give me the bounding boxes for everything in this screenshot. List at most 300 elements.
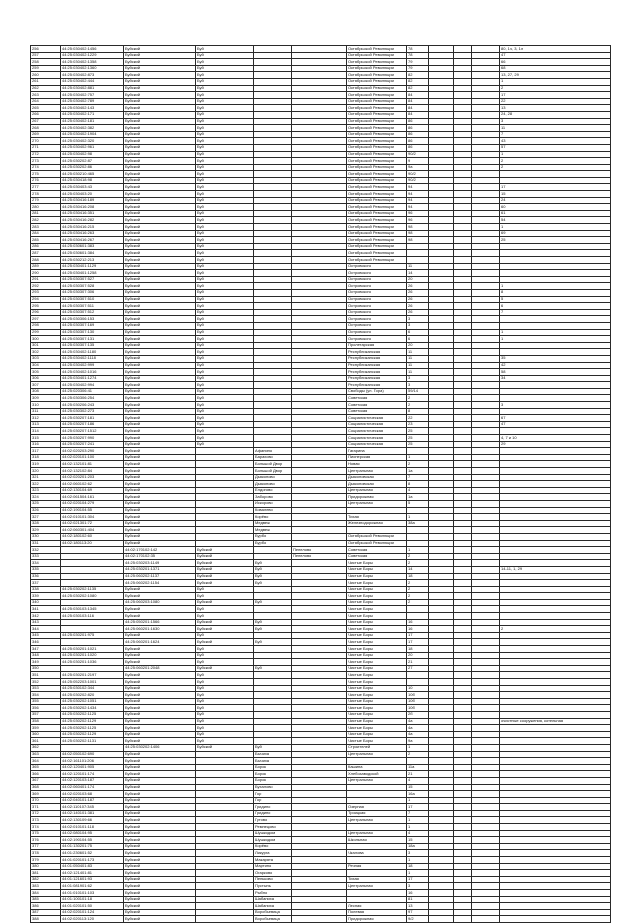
table-cell: 300 <box>31 336 61 343</box>
table-cell: 44:02:040101:187 <box>61 797 124 804</box>
table-cell: Чистые Боры <box>347 738 407 745</box>
table-cell <box>254 98 292 105</box>
table-row <box>31 744 611 751</box>
table-cell: 307 <box>31 382 61 389</box>
table-cell: Буйский <box>124 375 196 382</box>
table-cell: 256 <box>31 46 61 53</box>
table-cell: Чистые Боры <box>347 619 407 626</box>
table-cell <box>472 224 500 231</box>
table-cell <box>429 599 454 606</box>
table-cell: 44:25:030402:181 <box>61 118 124 125</box>
table-cell <box>472 685 500 692</box>
table-cell <box>454 184 472 191</box>
table-cell: Буйский <box>124 527 196 534</box>
table-cell <box>196 830 254 837</box>
table-row <box>31 263 611 270</box>
table-cell <box>61 599 124 606</box>
table-cell <box>292 731 347 738</box>
table-cell <box>292 784 347 791</box>
table-cell <box>429 665 454 672</box>
table-cell: 292 <box>31 283 61 290</box>
table-cell <box>254 415 292 422</box>
table-cell <box>254 606 292 613</box>
table-cell <box>254 230 292 237</box>
table-cell <box>347 890 407 897</box>
table-cell <box>292 408 347 415</box>
table-cell <box>454 520 472 527</box>
table-cell <box>454 744 472 751</box>
table-cell <box>454 276 472 283</box>
table-cell: 44:25:030307:527 <box>61 276 124 283</box>
table-cell <box>429 520 454 527</box>
table-cell: Буйский <box>124 685 196 692</box>
table-cell: 44:25:030402:994 <box>61 382 124 389</box>
table-cell <box>292 448 347 455</box>
table-cell: 25 <box>407 435 429 442</box>
table-cell: Октябрьской Революции <box>347 46 407 53</box>
table-cell <box>500 711 611 718</box>
table-cell <box>196 751 254 758</box>
table-cell <box>254 685 292 692</box>
table-cell <box>454 369 472 376</box>
table-row <box>31 408 611 415</box>
table-cell <box>472 336 500 343</box>
table-cell: 69 <box>500 230 611 237</box>
table-cell <box>254 441 292 448</box>
table-cell <box>472 547 500 554</box>
table-cell <box>254 131 292 138</box>
table-cell <box>500 494 611 501</box>
table-cell: 368 <box>31 784 61 791</box>
table-cell <box>454 863 472 870</box>
table-cell <box>196 468 254 475</box>
table-cell: 44:25:030402:444 <box>61 78 124 85</box>
table-cell: Корёво <box>254 514 292 521</box>
table-cell: Гор <box>254 791 292 798</box>
table-cell: 2 <box>500 85 611 92</box>
table-cell: Буйский <box>124 362 196 369</box>
table-cell: Дьяконово <box>254 474 292 481</box>
table-cell: 11а <box>407 764 429 771</box>
table-cell: 354 <box>31 692 61 699</box>
table-cell: 44:02:130104:69 <box>61 487 124 494</box>
table-cell <box>454 65 472 72</box>
table-cell: 44:01:050401:83 <box>61 863 124 870</box>
table-cell <box>196 876 254 883</box>
register-sheet <box>30 45 610 921</box>
table-cell <box>500 257 611 264</box>
table-cell <box>292 705 347 712</box>
table-cell <box>500 461 611 468</box>
table-cell: Буй <box>254 566 292 573</box>
table-cell: Строителей <box>347 744 407 751</box>
table-cell: Буй <box>196 711 254 718</box>
table-cell: 4а <box>407 731 429 738</box>
table-cell <box>292 296 347 303</box>
table-cell: 44:02:020104:279 <box>61 500 124 507</box>
table-cell: Чистые Боры <box>347 659 407 666</box>
table-cell: Буй <box>196 441 254 448</box>
table-cell <box>254 705 292 712</box>
table-cell <box>454 817 472 824</box>
table-cell <box>454 580 472 587</box>
table-row <box>31 243 611 250</box>
table-cell <box>454 883 472 890</box>
table-cell: 67 <box>500 415 611 422</box>
table-row <box>31 138 611 145</box>
table-cell <box>429 177 454 184</box>
table-cell: 21 <box>407 659 429 666</box>
table-cell: Чистые Боры <box>347 606 407 613</box>
table-cell <box>454 494 472 501</box>
table-cell <box>500 388 611 395</box>
table-cell <box>292 342 347 349</box>
table-cell: 44:25:030402:999 <box>61 362 124 369</box>
table-cell <box>500 744 611 751</box>
table-cell: Кашина <box>347 764 407 771</box>
table-cell <box>254 731 292 738</box>
table-cell: 287 <box>31 250 61 257</box>
table-cell <box>254 171 292 178</box>
table-cell: Чистые Боры <box>347 679 407 686</box>
table-cell <box>254 355 292 362</box>
table-cell: Буйский <box>124 316 196 323</box>
table-cell: 44:25:030202:86 <box>61 164 124 171</box>
table-cell <box>472 639 500 646</box>
table-cell: 330 <box>31 533 61 540</box>
table-cell: Макарята <box>254 857 292 864</box>
table-row <box>31 843 611 850</box>
table-cell <box>500 613 611 620</box>
table-cell: Буйский <box>196 560 254 567</box>
table-row <box>31 369 611 376</box>
table-cell: Буйский <box>124 59 196 66</box>
table-cell <box>292 349 347 356</box>
table-cell: Буйский <box>124 78 196 85</box>
table-cell: Республиканская <box>347 369 407 376</box>
table-cell: Чистые Боры <box>347 626 407 633</box>
table-cell <box>429 237 454 244</box>
table-cell <box>292 237 347 244</box>
table-cell <box>454 105 472 112</box>
table-row <box>31 468 611 475</box>
table-cell <box>429 837 454 844</box>
table-cell <box>292 402 347 409</box>
table-cell <box>429 883 454 890</box>
table-cell <box>454 125 472 132</box>
table-cell: 333 <box>31 553 61 560</box>
table-cell <box>429 263 454 270</box>
table-cell: Буйский <box>124 837 196 844</box>
table-row <box>31 316 611 323</box>
table-cell: 10б <box>407 692 429 699</box>
table-cell <box>407 679 429 686</box>
table-cell: 325 <box>31 500 61 507</box>
table-cell <box>454 388 472 395</box>
table-cell: 297 <box>31 316 61 323</box>
table-cell <box>472 276 500 283</box>
table-cell: 3 <box>407 322 429 329</box>
table-cell <box>472 98 500 105</box>
table-cell <box>472 777 500 784</box>
table-cell <box>254 652 292 659</box>
table-cell: Буйский <box>124 395 196 402</box>
table-cell <box>196 448 254 455</box>
table-cell <box>292 487 347 494</box>
table-cell: 286 <box>31 243 61 250</box>
table-cell <box>407 448 429 455</box>
table-cell: 373 <box>31 817 61 824</box>
table-cell <box>500 758 611 765</box>
table-cell <box>292 718 347 725</box>
table-cell: 17 <box>407 804 429 811</box>
table-row <box>31 857 611 864</box>
table-cell: 86 <box>407 118 429 125</box>
table-cell: Буйский <box>124 369 196 376</box>
table-cell: Буй <box>196 131 254 138</box>
table-cell <box>292 369 347 376</box>
table-cell: Буйский <box>124 468 196 475</box>
table-cell: 278 <box>31 191 61 198</box>
table-cell: очистные сооружения, котельная <box>500 718 611 725</box>
table-cell: 275 <box>31 171 61 178</box>
table-row <box>31 646 611 653</box>
table-cell: 44:25:030402:1358 <box>61 59 124 66</box>
table-cell: 2б <box>407 711 429 718</box>
table-cell <box>429 738 454 745</box>
table-cell <box>454 711 472 718</box>
table-cell: Бухалово <box>254 784 292 791</box>
table-cell: Буйский <box>124 692 196 699</box>
table-cell: Буйский <box>124 415 196 422</box>
table-cell <box>454 560 472 567</box>
table-cell: Искорово <box>254 500 292 507</box>
table-cell <box>61 626 124 633</box>
table-cell: 4 <box>407 777 429 784</box>
table-cell: Буйский <box>124 758 196 765</box>
table-cell <box>347 843 407 850</box>
table-cell: Буй <box>196 177 254 184</box>
table-cell: 44:25:030402:1456 <box>61 46 124 53</box>
table-cell <box>472 461 500 468</box>
table-cell <box>472 500 500 507</box>
table-cell: 262 <box>31 85 61 92</box>
table-cell: 1 <box>500 329 611 336</box>
table-cell <box>472 375 500 382</box>
table-cell: Озерная <box>347 804 407 811</box>
table-cell <box>429 309 454 316</box>
table-cell: Октябрьской Революции <box>347 131 407 138</box>
table-cell <box>454 210 472 217</box>
table-cell <box>500 652 611 659</box>
table-cell <box>454 547 472 554</box>
table-cell: Буй <box>196 375 254 382</box>
table-cell <box>407 250 429 257</box>
table-cell <box>429 566 454 573</box>
table-cell: 44:25:060201:1630 <box>124 626 196 633</box>
table-cell: Заборово <box>254 494 292 501</box>
table-cell: Буйский <box>124 613 196 620</box>
table-cell: Пустынь <box>254 883 292 890</box>
table-cell: 259 <box>31 65 61 72</box>
table-cell <box>472 665 500 672</box>
table-cell: 4 <box>407 487 429 494</box>
table-cell <box>292 903 347 910</box>
table-cell <box>500 487 611 494</box>
table-cell: 25 <box>407 428 429 435</box>
table-cell <box>454 263 472 270</box>
table-cell <box>454 527 472 534</box>
table-cell <box>472 810 500 817</box>
table-row <box>31 514 611 521</box>
table-cell <box>454 659 472 666</box>
table-cell <box>429 454 454 461</box>
table-cell <box>472 448 500 455</box>
table-cell: 341 <box>31 606 61 613</box>
table-cell <box>472 355 500 362</box>
table-cell <box>429 718 454 725</box>
table-cell <box>454 692 472 699</box>
table-cell <box>254 72 292 79</box>
table-cell <box>254 646 292 653</box>
table-cell: Буйский <box>124 322 196 329</box>
table-cell: 1 <box>500 283 611 290</box>
table-cell <box>347 797 407 804</box>
table-cell: 44:25:030206:243 <box>61 402 124 409</box>
table-cell: Тихая <box>347 876 407 883</box>
table-cell <box>254 144 292 151</box>
table-cell: Буйский <box>124 303 196 310</box>
table-cell <box>292 514 347 521</box>
table-cell <box>196 533 254 540</box>
table-cell <box>429 435 454 442</box>
table-cell <box>472 751 500 758</box>
table-cell: Медвеж <box>254 520 292 527</box>
table-cell: 301 <box>31 342 61 349</box>
table-cell: Буйский <box>124 289 196 296</box>
table-cell: Буйский <box>124 270 196 277</box>
table-cell <box>429 474 454 481</box>
table-cell: 44:01:010101:103 <box>61 890 124 897</box>
table-cell: 387 <box>31 909 61 916</box>
table-cell: 10б <box>407 705 429 712</box>
table-cell: 7 <box>407 474 429 481</box>
table-cell <box>472 850 500 857</box>
table-cell <box>454 355 472 362</box>
table-cell: 1 <box>407 797 429 804</box>
table-cell: Буйский <box>124 461 196 468</box>
table-cell: Буйский <box>124 474 196 481</box>
table-row <box>31 46 611 53</box>
table-cell: 1а <box>407 468 429 475</box>
table-cell <box>254 547 292 554</box>
table-cell <box>429 777 454 784</box>
table-cell <box>196 896 254 903</box>
table-cell: Октябрьской Революции <box>347 125 407 132</box>
table-cell <box>454 131 472 138</box>
table-cell: 84 <box>407 92 429 99</box>
table-cell: Буй <box>196 230 254 237</box>
table-cell <box>407 606 429 613</box>
table-cell <box>254 698 292 705</box>
table-cell <box>254 362 292 369</box>
table-cell: 382 <box>31 876 61 883</box>
table-cell <box>454 646 472 653</box>
table-cell: 1 <box>407 824 429 831</box>
table-cell <box>429 296 454 303</box>
table-cell: Буйский <box>124 540 196 547</box>
table-cell: Буйский <box>124 857 196 864</box>
table-cell: 44:02:121401:81 <box>61 870 124 877</box>
table-cell <box>429 758 454 765</box>
table-cell: Буйский <box>124 514 196 521</box>
table-cell: Буйский <box>124 830 196 837</box>
table-cell: 22 <box>500 98 611 105</box>
table-cell: Чистые Боры <box>347 685 407 692</box>
table-cell <box>454 553 472 560</box>
table-row <box>31 158 611 165</box>
table-cell <box>407 613 429 620</box>
table-cell: 365 <box>31 764 61 771</box>
table-cell: Борок <box>254 777 292 784</box>
table-cell <box>500 810 611 817</box>
table-cell <box>500 382 611 389</box>
table-cell <box>292 375 347 382</box>
table-cell: 314 <box>31 428 61 435</box>
table-cell: Буйский <box>124 85 196 92</box>
table-cell: Буйский <box>124 672 196 679</box>
table-cell: 44:25:030307:511 <box>61 303 124 310</box>
table-cell <box>196 771 254 778</box>
table-cell <box>196 514 254 521</box>
table-cell <box>196 777 254 784</box>
table-cell: Островского <box>347 303 407 310</box>
table-row <box>31 85 611 92</box>
table-cell: 367 <box>31 777 61 784</box>
table-cell: 13, 27, 29 <box>500 72 611 79</box>
table-cell: 327 <box>31 514 61 521</box>
table-cell: 44:25:030201:2197 <box>61 672 124 679</box>
table-cell <box>454 777 472 784</box>
table-cell: 16 <box>407 619 429 626</box>
table-cell: 44:02:061504:161 <box>61 494 124 501</box>
table-cell: 371 <box>31 804 61 811</box>
table-cell <box>196 791 254 798</box>
table-cell: 44:25:030102:344 <box>61 685 124 692</box>
table-cell: 1 <box>407 454 429 461</box>
table-cell <box>472 903 500 910</box>
table-cell: 324 <box>31 494 61 501</box>
table-cell <box>292 151 347 158</box>
table-cell: Буйский <box>124 296 196 303</box>
table-cell: 2 <box>407 593 429 600</box>
table-cell: Буйский <box>124 909 196 916</box>
table-cell: 13 <box>500 105 611 112</box>
table-cell <box>429 369 454 376</box>
table-cell <box>429 415 454 422</box>
table-cell: 44:02:110107:345 <box>61 804 124 811</box>
table-row <box>31 606 611 613</box>
table-row <box>31 711 611 718</box>
table-cell: 44:01:081901:62 <box>61 883 124 890</box>
table-cell: Октябрьской Революции <box>347 52 407 59</box>
table-cell: 1 <box>500 151 611 158</box>
table-cell: 260 <box>31 72 61 79</box>
table-row <box>31 593 611 600</box>
table-cell <box>454 144 472 151</box>
table-row <box>31 850 611 857</box>
table-cell <box>292 672 347 679</box>
